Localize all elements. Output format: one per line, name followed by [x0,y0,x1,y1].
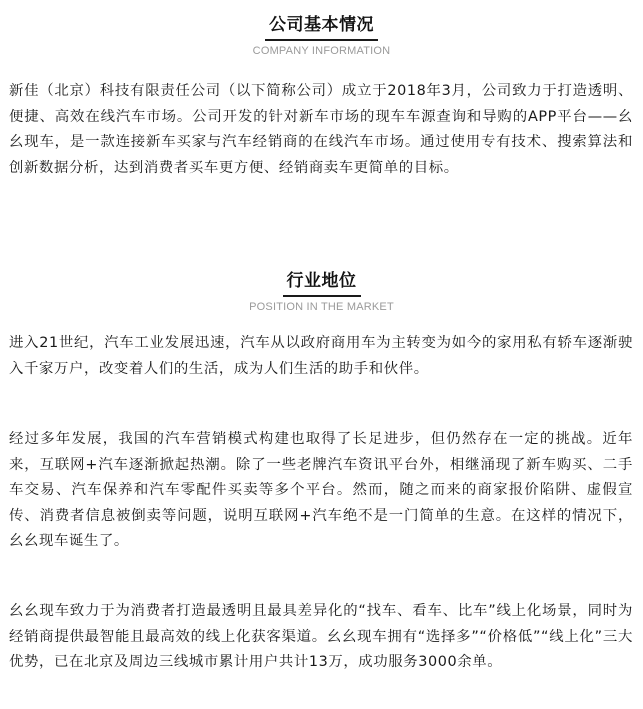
company-section-subtitle: COMPANY INFORMATION [252,45,391,57]
position-paragraph-1: 进入21世纪，汽车工业发展迅速，汽车从以政府商用车为主转变为如今的家用私有轿车逐渐驶入千家万户，改变着人们的生活，成为人们生活的助手和伙伴。 [9,335,633,377]
position-paragraph-3: 幺幺现车致力于为消费者打造最透明且最具差异化的“找车、看车、比车”线上化场景，同时为经销商提供最智能且最高效的线上化获客渠道。幺幺现车拥有“选择多”“价格低”“线上化”三大优势，已在北京及周边三线城市累计用户共计13万，成功服务3000余单。 [9,603,633,670]
company-section-header [0,14,643,57]
position-paragraph-2: 经过多年发展，我国的汽车营销模式构建也取得了长足进步，但仍然存在一定的挑战。近年来，互联网+汽车逐渐掀起热潮。除了一些老牌汽车资讯平台外，相继涌现了新车购买、二手车交易、汽车保养和汽车零配件买卖等多个平台。然而，随之而来的商家报价陷阱、虚假宣传、消费者信息被倒卖等问题，说明互联网+汽车绝不是一门简单的生意。在这样的情况下，幺幺现车诞生了。 [9,431,633,549]
company-paragraph: 新佳（北京）科技有限责任公司（以下简称公司）成立于2018年3月，公司致力于打造透明、便捷、高效在线汽车市场。公司开发的针对新车市场的现车车源查询和导购的APP平台——幺幺现车，是一款连接新车买家与汽车经销商的在线汽车市场。通过使用专有技术、搜索算法和创新数据分析，达到消费者买车更方便、经销商卖车更简单的目标。 [9,83,633,176]
position-section-title: 行业地位 [283,270,361,297]
position-section-subtitle: POSITION IN THE MARKET [249,301,394,313]
position-section-header [0,270,643,313]
company-section-title: 公司基本情况 [265,14,378,41]
